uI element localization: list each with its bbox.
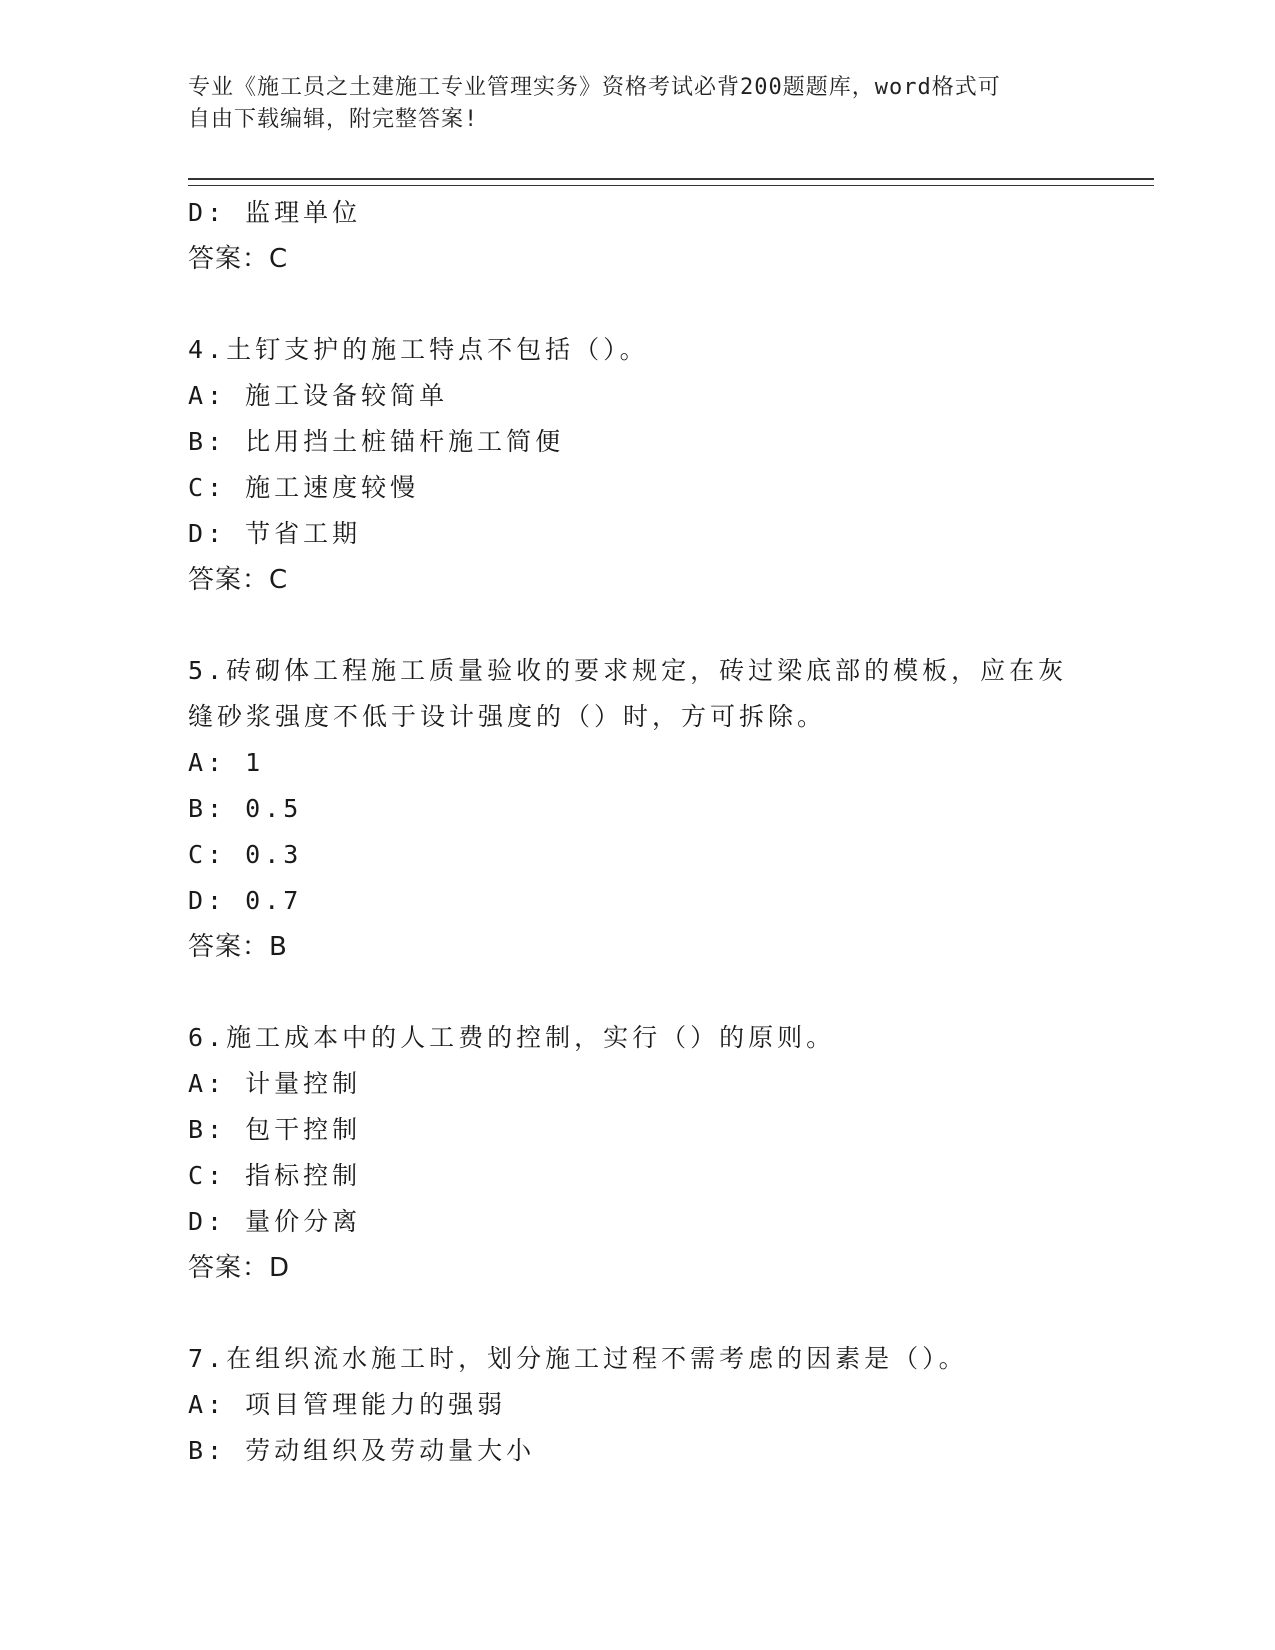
question-text: 4.土钉支护的施工特点不包括（）。 bbox=[188, 335, 649, 364]
document-header bbox=[188, 72, 1068, 136]
question-block-7 bbox=[188, 1336, 1088, 1474]
answer-line: 答案：D bbox=[188, 1253, 291, 1283]
option-a: A: 项目管理能力的强弱 bbox=[188, 1390, 507, 1419]
option-b: B: 劳动组织及劳动量大小 bbox=[188, 1436, 536, 1465]
question-block-4 bbox=[188, 327, 1088, 603]
option-c: C: 0.3 bbox=[188, 840, 303, 869]
question-text: 6.施工成本中的人工费的控制，实行（）的原则。 bbox=[188, 1023, 836, 1052]
option-d: D: 0.7 bbox=[188, 886, 303, 915]
option-b: B: 比用挡土桩锚杆施工简便 bbox=[188, 427, 565, 456]
question-text-continued: 缝砂浆强度不低于设计强度的（）时，方可拆除。 bbox=[188, 702, 827, 731]
option-d: D: 监理单位 bbox=[188, 198, 362, 227]
spacer bbox=[188, 603, 1088, 648]
option-d: D: 量价分离 bbox=[188, 1207, 362, 1236]
spacer bbox=[188, 282, 1088, 327]
header-title-line-2: 自由下载编辑，附完整答案! bbox=[188, 107, 479, 132]
header-divider bbox=[188, 178, 1154, 186]
answer-line: 答案：C bbox=[188, 565, 289, 595]
spacer bbox=[188, 1291, 1088, 1336]
header-title-line-1: 专业《施工员之土建施工专业管理实务》资格考试必背200题题库，word格式可 bbox=[188, 75, 1001, 100]
option-a: A: 施工设备较简单 bbox=[188, 381, 449, 410]
option-d: D: 节省工期 bbox=[188, 519, 362, 548]
question-block-6 bbox=[188, 1015, 1088, 1291]
spacer bbox=[188, 970, 1088, 1015]
question-text: 5.砖砌体工程施工质量验收的要求规定，砖过梁底部的模板，应在灰 bbox=[188, 656, 1068, 685]
option-b: B: 包干控制 bbox=[188, 1115, 362, 1144]
option-b: B: 0.5 bbox=[188, 794, 303, 823]
option-c: C: 指标控制 bbox=[188, 1161, 362, 1190]
answer-line: 答案：B bbox=[188, 932, 288, 962]
option-a: A: 1 bbox=[188, 748, 265, 777]
question-block-5 bbox=[188, 648, 1088, 970]
question-list bbox=[188, 190, 1088, 1474]
question-text: 7.在组织流水施工时，划分施工过程不需考虑的因素是（）。 bbox=[188, 1344, 968, 1373]
answer-line: 答案：C bbox=[188, 244, 289, 274]
option-c: C: 施工速度较慢 bbox=[188, 473, 420, 502]
option-a: A: 计量控制 bbox=[188, 1069, 362, 1098]
